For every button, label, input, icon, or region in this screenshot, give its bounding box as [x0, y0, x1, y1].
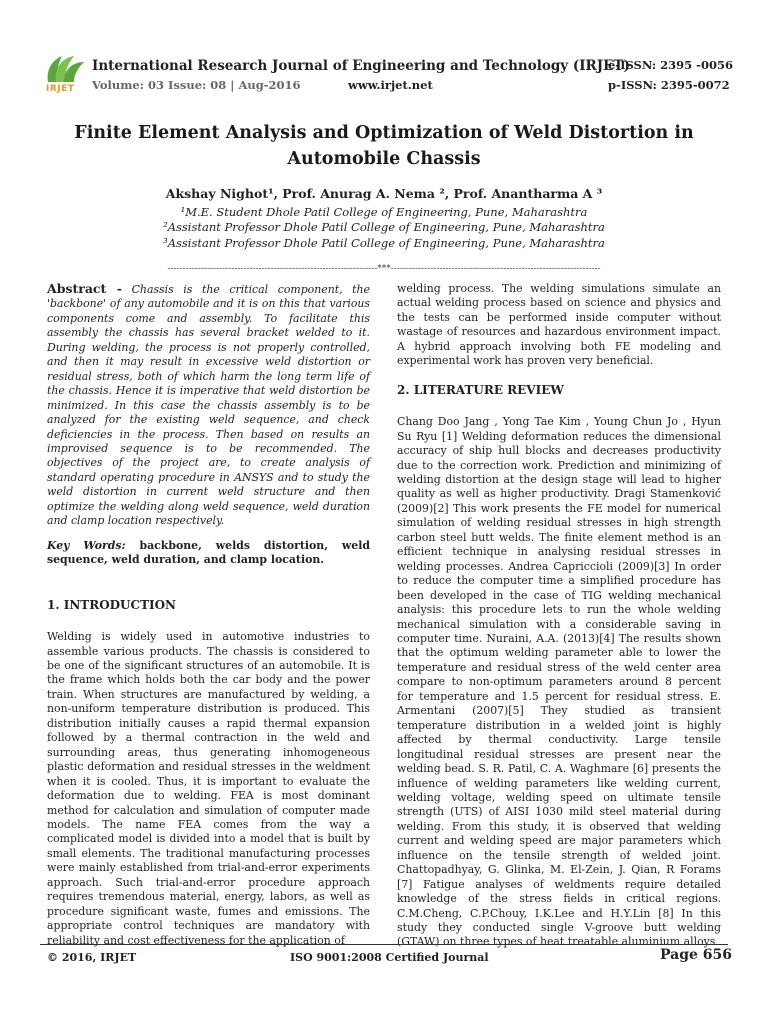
abstract-text: Chassis is the critical component, the 'backbone' of any automobile and it is on this that various components come and assembly. To facilitate this assembly the chassis has several bracket welded to it. During welding, the process is not properly controlled, and then it may result in excessive weld distortion or residual stress, both of which harm the long term life of the chassis. Hence it is imperative that weld distortion be minimized. In this case the chassis assembly is to be analyzed for the existing weld sequence, and check deficiencies in the process. Then based on results an improvised sequence is to be recommended. The objectives of the project are, to create analysis of standard operating procedure in ANSYS and to study the weld distortion in current weld structure and then optimize the welding along weld sequence, weld duration and clamp location respectively.: [47, 283, 370, 528]
footer-divider: [40, 944, 728, 945]
author-list: Akshay Nighot¹, Prof. Anurag A. Nema ², Prof. Anantharma A ³: [165, 186, 603, 201]
abstract-label: Abstract -: [47, 281, 122, 296]
keywords: [47, 539, 370, 568]
p-issn: p-ISSN: 2395-0072: [608, 78, 730, 92]
keywords-label: Key Words:: [47, 538, 126, 552]
left-column: [47, 282, 370, 948]
volume-info: Volume: 03 Issue: 08 | Aug-2016: [92, 78, 301, 92]
affiliation-3: ³Assistant Professor Dhole Patil College of Engineering, Pune, Maharashtra: [163, 236, 605, 250]
affiliation-1: ¹M.E. Student Dhole Patil College of Engineering, Pune, Maharashtra: [180, 205, 588, 219]
literature-text: Chang Doo Jang , Yong Tae Kim , Young Chun Jo , Hyun Su Ryu [1] Welding deformation reduces the dimensional accuracy of ship hull blocks and decreases productivity due to the correction work. Prediction and minimizing of welding distortion at the design stage will lead to higher quality as well as higher productivity. Dragi Stamenković (2009)[2] This work presents the FE model for numerical simulation of welding residual stresses in high strength carbon steel butt welds. The finite element method is an efficient technique in analysing residual stresses in welding processes. Andrea Capriccioli (2009)[3] In order to reduce the computer time a simplified procedure has been developed in the case of TIG welding mechanical analysis: this procedure lets to run the whole welding mechanical simulation with a considerable saving in computer time. Nuraini, A.A. (2013)[4] The results shown that the optimum welding parameter able to lower the temperature and residual stress of the weld center area compare to non-optimum parameters around 8 percent for temperature and 1.5 percent for residual stress. E. Armentani (2007)[5] They studied as transient temperature distribution in a welded joint is highly affected by thermal conductivity. Large tensile longitudinal residual stresses are present near the welding bead. S. R. Patil, C. A. Waghmare [6] presents the influence of welding parameters like welding current, welding voltage, welding speed on ultimate tensile strength (UTS) of AISI 1030 mild steel material during welding. From this study, it is observed that welding current and welding speed are major parameters which influence on the tensile strength of welded joint. Chattopadhyay, G. Glinka, M. El-Zein, J. Qian, R Forams [7] Fatigue analyses of weldments require detailed knowledge of the stress fields in critical regions. C.M.Cheng, C.P.Chouy, I.K.Lee and H.Y.Lin [8] In this study they conducted single V-groove butt welding (GTAW) on three types of heat treatable aluminium alloys: [397, 415, 721, 949]
intro-text: Welding is widely used in automotive industries to assemble various products. The chassis is considered to be one of the significant structures of an automobile. It is the frame which holds both the car body and the power train. When structures are manufactured by welding, a non-uniform temperature distribution is produced. This distribution initially causes a rapid thermal expansion followed by a thermal contraction in the weld and surrounding areas, thus generating inhomogeneous plastic deformation and residual stresses in the weldment when it is cooled. Thus, it is important to evaluate the deformation due to welding. FEA is most dominant method for calculation and simulation of computer made models. The name FEA comes from the way a complicated model is divided into a model that is built by small elements. The traditional manufacturing processes were mainly established from trial-and-error experiments approach. Such trial-and-error procedure approach requires tremendous material, energy, labors, as well as procedure significant waste, fumes and emissions. The appropriate control techniques are mandatory with reliability and cost effectiveness for the application of: [47, 630, 370, 947]
intro-heading: 1. INTRODUCTION: [47, 597, 177, 612]
journal-title: International Research Journal of Engineering and Technology (IRJET): [92, 58, 630, 74]
intro-continuation: welding process. The welding simulations simulate an actual welding process based on science and physics and the tests can be performed inside computer without wastage of resources and hazardous environment impact. A hybrid approach involving both FE modeling and experimental work has proven very beneficial.: [397, 282, 721, 368]
right-column: [397, 282, 721, 950]
footer-copyright: © 2016, IRJET: [47, 951, 137, 964]
footer-iso: ISO 9001:2008 Certified Journal: [290, 951, 489, 964]
keywords-text: backbone, welds distortion, weld sequence, weld duration, and clamp location.: [47, 538, 370, 567]
logo-text: IRJET: [46, 84, 75, 94]
abstract: [47, 282, 370, 529]
paper-title: Finite Element Analysis and Optimization of Weld Distortion in Automobile Chassis: [74, 123, 694, 169]
journal-url: www.irjet.net: [348, 78, 433, 92]
page-number: Page 656: [660, 947, 733, 963]
e-issn: e-ISSN: 2395 -0056: [608, 58, 733, 72]
literature-heading: 2. LITERATURE REVIEW: [397, 382, 564, 397]
section-separator: ---------------------------------------------------------------------***---------------------------------------------------------------------: [167, 264, 601, 274]
affiliation-2: ²Assistant Professor Dhole Patil College of Engineering, Pune, Maharashtra: [163, 220, 605, 234]
